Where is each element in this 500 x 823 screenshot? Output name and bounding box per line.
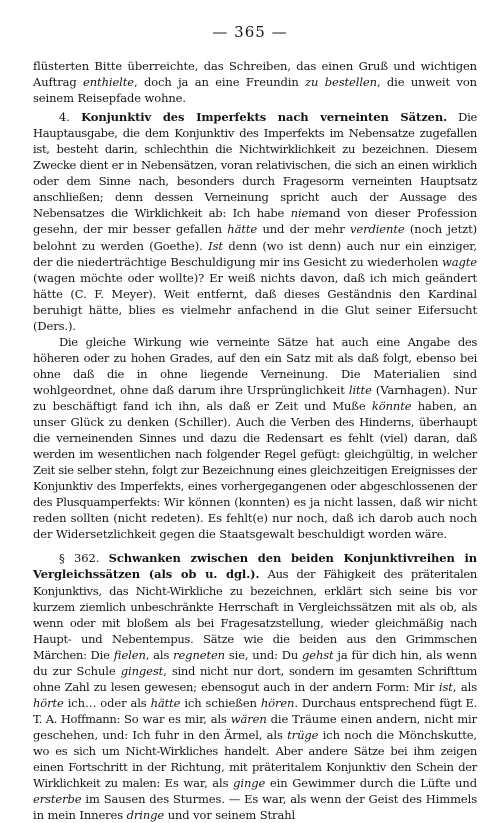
- fraktur-text: Aus der Fähigkeit des präteritalen Konjunktivs, das Nicht-Wirkliche zu bezeichnen, erklärt sich seine bis vor kurzem ziemlich unbeschränkte Herrschaft in Vergleichssätzen mit als ob, als wenn oder mit bloßem als bei Fragesatzstellung, wieder gleichmäßig nach Haupt- und Nebentempus. Sätze wie die beiden aus den Grimmschen Märchen:: [33, 567, 477, 662]
- emphasized-word: wagte: [442, 254, 477, 269]
- text-run: (noch jetzt) belohnt zu werden (Goethe).: [33, 222, 477, 253]
- emphasized-word: litte: [348, 382, 372, 397]
- fraktur-text: Auch die Verben des Hinderns, überhaupt die verneinenden Sinnes und dazu die Redensart es fehlt (viel) daran, daß werden im wesentlichen nach folgender Regel gefügt: gleichgültig, in welcher Zeit sie selber stehn, folgt zur Bezeichnung eines gleichzeitigen Ereignisses der Konjunktiv des Imperfekts, eines vorhergegangenen oder abgeschlossenen der des Plusquamperfekts:: [33, 415, 477, 510]
- emphasized-word: verdiente: [349, 222, 405, 237]
- emphasized-word: ginge: [233, 776, 266, 791]
- section-heading: Schwanken zwischen den beiden Konjunktivreihen in Vergleichssätzen (als ob u. dgl.).: [33, 551, 477, 582]
- text-run: mand von dieser Profession gesehn, der mir besser gefallen: [33, 206, 477, 237]
- emphasized-word: gehst: [301, 647, 334, 662]
- text-run: , doch ja an eine Freundin: [133, 75, 306, 90]
- emphasized-word: regneten: [173, 647, 225, 662]
- text-run: Die Materialien sind wohlgeordnet, ohne daß darum ihre Ursprünglichkeit: [33, 366, 477, 397]
- text-run: (wagen möchte oder wollte)? Er weiß nichts davon, daß ich mich geändert hätte (C. F. Meyer). Weit entfernt, daß dieses Geständnis den Kardinal beruhigt hätte, blies es vielmehr anfachend in die Glut seiner Eifersucht (Ders.).: [33, 270, 477, 333]
- fraktur-text: sind nicht nur dort, sondern im gesamten Schrifttum ohne Zahl zu lesen gewesen; ebensogut auch in der andern Form:: [33, 663, 477, 694]
- text-run: .: [294, 695, 302, 710]
- text-run: Die: [86, 647, 114, 662]
- emphasized-word: hören: [260, 695, 295, 710]
- text-run: ,: [163, 663, 172, 678]
- fraktur-text: wo es sich um Nicht-Wirkliches handelt. Aber andere Sätze bei ihm zeigen einen Fortschritt in der Richtung, mit präteritalem Konjunktiv den Schein der Wirklichkeit zu malen:: [33, 743, 477, 791]
- emphasized-word: könnte: [371, 398, 412, 413]
- section-heading: Konjunktiv des Imperfekts nach verneinten Sätzen.: [81, 110, 448, 125]
- emphasized-word: wären: [230, 711, 267, 726]
- emphasized-word: fielen: [113, 647, 146, 662]
- text-run: So war es mir, als: [120, 711, 231, 726]
- text-run: Es war, als: [159, 776, 234, 791]
- page-number: — 365 —: [212, 23, 288, 41]
- paragraph-konjunktiv-imperfekt: [33, 109, 477, 334]
- text-run: (Varnhagen). Nur zu beschäftigt fand ich ihn, als daß er Zeit und Muße: [33, 382, 477, 413]
- text-run: ja für dich hin, als wenn du zur Schule: [33, 647, 477, 678]
- text-run: sie, und: Du: [225, 647, 302, 662]
- emphasized-word: ist: [438, 679, 453, 694]
- emphasized-word: hätte: [227, 222, 258, 237]
- text-run: , als: [145, 647, 174, 662]
- page-body: [33, 58, 477, 823]
- text-run: , die unweit von seinem Reisepfade wohne.: [33, 75, 477, 106]
- paragraph-verneinte-saetze: [33, 334, 477, 543]
- text-run: ein Gewimmer durch die Lüfte und: [265, 776, 477, 791]
- paragraph-continuation: [33, 58, 477, 106]
- fraktur-text: Die gleiche Wirkung wie verneinte Sätze hat auch eine Angabe des höheren oder zu hohen Grades, auf den ein Satz mit als daß folgt, ebenso bei ohne daß die in ohne liegende Verneinung.: [33, 334, 477, 381]
- fraktur-text: Durchaus entsprechend fügt E. T. A. Hoffmann:: [33, 695, 478, 726]
- text-run: und vor seinem Strahl: [164, 808, 296, 823]
- text-run: ich… oder als: [63, 695, 151, 710]
- emphasized-word: ersterbe: [33, 792, 82, 807]
- text-run: Wir können (konnten) es ja nicht lassen, daß wir nicht reden sollten (nicht redeten). Es fehlt(e) nur noch, daß ich darob auch noch der Widersetzlichkeit gegen die Staatsgewalt beschuldigt worden wäre.: [33, 495, 477, 542]
- text-run: Mir: [409, 679, 439, 694]
- fraktur-text: Die Hauptausgabe, die dem Konjunktiv des Imperfekts im Nebensatze zugefallen ist, besteht darin, schlechthin die Nichtwirklichkeit zu bezeichnen. Diesem Zwecke dient er in Nebensätzen, voran relativischen, die sich an einen wirklich oder dem Sinne nach, besonders durch Fragesorm verneinten Hauptsatz anschließen; denn dessen Verneinung spricht auch der Aussage des Nebensatzes die Wirklichkeit ab: Ich habe: [33, 110, 477, 221]
- emphasized-word: trüge: [287, 727, 319, 742]
- text-run: 4.: [59, 110, 82, 125]
- text-run: flüsterten Bitte überreichte, das Schreiben, das einen Gruß und wichtigen Auftrag: [33, 59, 477, 90]
- text-run: denn (wo ist denn) auch nur ein einziger, der die niederträchtige Beschuldigung mir ins Gesicht zu wiederholen: [33, 238, 477, 269]
- emphasized-word: gingest: [120, 663, 164, 678]
- emphasized-word: hätte: [150, 695, 181, 710]
- emphasized-word: zu bestellen: [305, 75, 377, 90]
- text-run: und der mehr: [257, 222, 350, 237]
- text-run: § 362.: [59, 551, 109, 566]
- text-run: ich noch die Mönchskutte,: [318, 727, 477, 742]
- emphasized-word: nie: [290, 206, 309, 221]
- text-run: haben, an unser Glück zu denken (Schiller).: [33, 398, 477, 430]
- emphasized-word: hörte: [33, 695, 64, 710]
- emphasized-word: Ist: [208, 238, 223, 253]
- text-run: , als: [452, 679, 478, 694]
- text-run: die Träume einen andern, nicht mir geschehen, und: Ich fuhr in den Ärmel, als: [33, 711, 477, 742]
- emphasized-word: dringe: [126, 808, 165, 823]
- text-run: ich schießen: [180, 695, 261, 710]
- emphasized-word: enthielte: [83, 75, 134, 90]
- text-run: im Sausen des Sturmes. — Es war, als wenn der Geist des Himmels in mein Inneres: [33, 792, 477, 823]
- paragraph-section-362: [33, 550, 477, 823]
